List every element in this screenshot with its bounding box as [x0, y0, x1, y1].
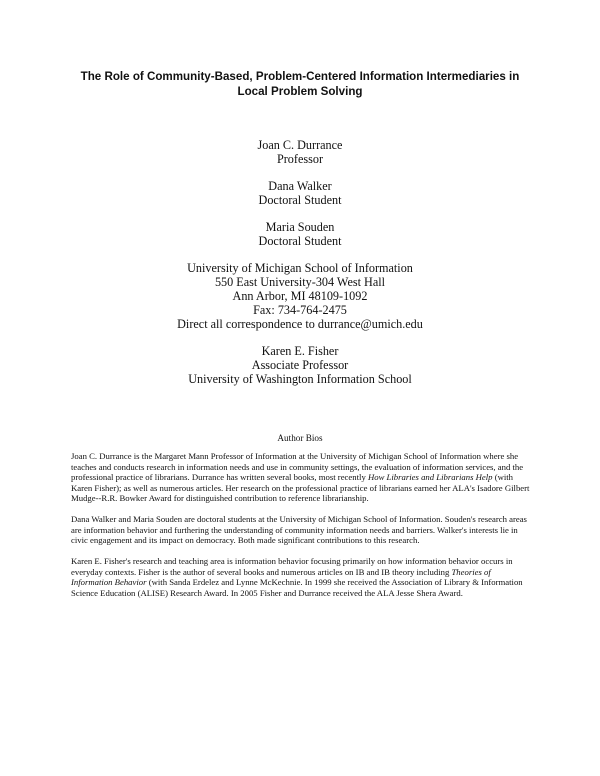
- author-role: Professor: [276, 152, 324, 166]
- author-souden: [60, 220, 540, 248]
- author-walker: [60, 179, 540, 207]
- affiliation-city: Ann Arbor, MI 48109-1092: [232, 289, 368, 303]
- bio-fisher: [71, 556, 533, 598]
- author-durrance: [60, 138, 540, 166]
- author-list: [60, 138, 540, 399]
- author-role: Associate Professor: [251, 358, 349, 372]
- affiliation-block: [60, 261, 540, 331]
- affiliation-fax: Fax: 734-764-2475: [253, 303, 347, 317]
- document-title: [60, 69, 540, 99]
- author-role: Doctoral Student: [258, 193, 342, 207]
- author-name: Maria Souden: [265, 220, 335, 234]
- author-role: Doctoral Student: [258, 234, 342, 248]
- bio-text: (with Sanda Erdelez and Lynne McKechnie. In 1999 she received the Association of Library & Information Science Education (ALISE) Research Award. In 2005 Fisher and Durrance received the ALA Jesse Shera Award.: [71, 577, 523, 598]
- book-title: Theories of Information Behavior: [71, 566, 491, 587]
- bio-text: (with Karen Fisher); as well as numerous articles. Her research on the professional practice of librarians earned her ALA's Isadore Gilbert Mudge--R.R. Bowker Award for distinguished contribution to reference librarianship.: [71, 472, 530, 503]
- author-name: Karen E. Fisher: [261, 344, 339, 358]
- book-title: How Libraries and Librarians Help: [367, 472, 493, 482]
- bio-text: Joan C. Durrance is the Margaret Mann Professor of Information at the University of Michigan School of Information where she teaches and conducts research in information needs and use in community settings, the evaluation of information services, and the professional practice of librarians. Durrance has written several books, most recently: [71, 451, 524, 482]
- author-institution: University of Washington Information School: [188, 372, 412, 386]
- affiliation-street: 550 East University-304 West Hall: [214, 275, 386, 289]
- correspondence-line: Direct all correspondence to durrance@umich.edu: [177, 317, 423, 331]
- bio-durrance: [71, 451, 533, 504]
- author-name: Joan C. Durrance: [257, 138, 343, 152]
- author-fisher: [60, 344, 540, 386]
- bios-heading: Author Bios: [277, 433, 323, 443]
- author-name: Dana Walker: [268, 179, 332, 193]
- bio-walker-souden: Dana Walker and Maria Souden are doctoral students at the University of Michigan School of Information. Souden's research areas are information behavior and furthering the understanding of community information needs and barriers. Walker's interests lie in civic engagement and its impact on democracy. Both made significant contributions to this research.: [71, 514, 527, 545]
- bio-text: Karen E. Fisher's research and teaching area is information behavior focusing primarily on how information behavior occurs in everyday contexts. Fisher is the author of several books and numerous articles on IB and IB theory including: [71, 556, 513, 577]
- bios-section: [71, 451, 533, 609]
- title-line-1: The Role of Community-Based, Problem-Centered Information Intermediaries in: [80, 70, 520, 83]
- title-line-2: Local Problem Solving: [237, 85, 363, 98]
- affiliation-school: University of Michigan School of Information: [187, 261, 413, 275]
